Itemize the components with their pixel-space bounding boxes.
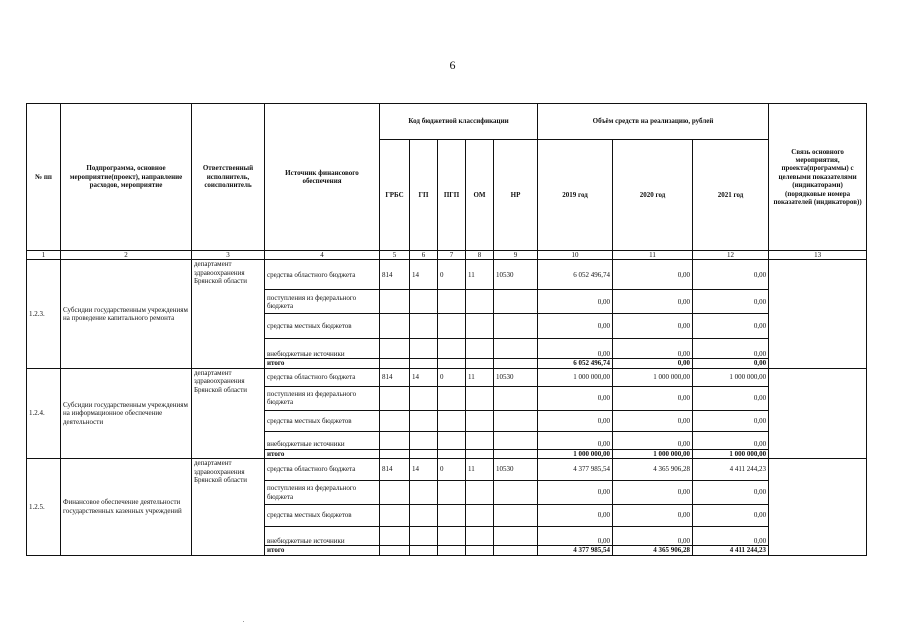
source-cell: внебюджетные источники <box>265 339 380 359</box>
om-cell <box>466 386 494 410</box>
header-year: 2021 год <box>693 140 769 251</box>
gp-cell: 14 <box>410 260 438 290</box>
amount-2021: 1 000 000,00 <box>693 368 769 386</box>
gp-cell <box>410 546 438 555</box>
amount-2021: 0,00 <box>693 339 769 359</box>
amount-2020: 0,00 <box>613 505 693 527</box>
grbs-cell <box>380 410 410 431</box>
pgp-cell <box>438 339 466 359</box>
amount-2020: 0,00 <box>613 314 693 339</box>
grbs-cell: 814 <box>380 260 410 290</box>
pgp-cell <box>438 314 466 339</box>
total-2020: 0,00 <box>613 359 693 368</box>
gp-cell <box>410 359 438 368</box>
amount-2020: 1 000 000,00 <box>613 368 693 386</box>
gp-cell <box>410 410 438 431</box>
grbs-cell <box>380 431 410 449</box>
source-cell: средства областного бюджета <box>265 368 380 386</box>
header-volume-group: Объём средств на реализацию, рублей <box>538 104 769 140</box>
amount-2020: 0,00 <box>613 290 693 314</box>
nr-cell <box>494 386 538 410</box>
om-cell <box>466 546 494 555</box>
om-cell <box>466 339 494 359</box>
amount-2021: 0,00 <box>693 527 769 546</box>
amount-2019: 6 052 496,74 <box>538 260 613 290</box>
block-number: 1.2.5. <box>27 459 61 555</box>
amount-2021: 0,00 <box>693 481 769 505</box>
amount-2020: 0,00 <box>613 431 693 449</box>
nr-cell <box>494 410 538 431</box>
column-number: 13 <box>769 251 867 260</box>
grbs-cell <box>380 546 410 555</box>
source-cell: средства местных бюджетов <box>265 505 380 527</box>
grbs-cell <box>380 449 410 458</box>
gp-cell <box>410 339 438 359</box>
link-cell <box>769 260 867 368</box>
amount-2019: 0,00 <box>538 481 613 505</box>
gp-cell <box>410 431 438 449</box>
nr-cell <box>494 359 538 368</box>
header-link: Связь основного мероприятия, проекта(программы) с целевыми показателями (индикаторами) (порядковые номера показателей (индикаторов)) <box>769 104 867 251</box>
pgp-cell <box>438 386 466 410</box>
om-cell <box>466 505 494 527</box>
amount-2020: 0,00 <box>613 410 693 431</box>
total-2021: 1 000 000,00 <box>693 449 769 458</box>
amount-2021: 0,00 <box>693 431 769 449</box>
source-cell: средства областного бюджета <box>265 459 380 481</box>
source-cell: средства местных бюджетов <box>265 410 380 431</box>
source-cell: внебюджетные источники <box>265 527 380 546</box>
amount-2019: 4 377 985,54 <box>538 459 613 481</box>
program-block <box>27 260 867 368</box>
om-cell <box>466 481 494 505</box>
nr-cell: 10530 <box>494 459 538 481</box>
source-cell: внебюджетные источники <box>265 431 380 449</box>
column-number: 12 <box>693 251 769 260</box>
amount-2021: 0,00 <box>693 505 769 527</box>
grbs-cell <box>380 505 410 527</box>
total-2019: 6 052 496,74 <box>538 359 613 368</box>
total-2019: 1 000 000,00 <box>538 449 613 458</box>
gp-cell <box>410 505 438 527</box>
amount-2020: 4 365 906,28 <box>613 459 693 481</box>
gp-cell: 14 <box>410 459 438 481</box>
block-executor: департамент здравоохранения Брянской области <box>192 459 265 555</box>
nr-cell: 10530 <box>494 368 538 386</box>
gp-cell: 14 <box>410 368 438 386</box>
total-2021: 0,00 <box>693 359 769 368</box>
amount-2019: 0,00 <box>538 290 613 314</box>
grbs-cell <box>380 339 410 359</box>
total-label: итого <box>265 449 380 458</box>
column-number: 1 <box>27 251 61 260</box>
grbs-cell: 814 <box>380 459 410 481</box>
column-number: 3 <box>192 251 265 260</box>
gp-cell <box>410 481 438 505</box>
pgp-cell <box>438 290 466 314</box>
amount-2021: 0,00 <box>693 410 769 431</box>
amount-2021: 0,00 <box>693 386 769 410</box>
block-name: Субсидии государственным учреждениям на проведение капитального ремонта <box>61 260 192 368</box>
grbs-cell: 814 <box>380 368 410 386</box>
pgp-cell <box>438 449 466 458</box>
amount-2019: 0,00 <box>538 527 613 546</box>
pgp-cell <box>438 546 466 555</box>
block-number: 1.2.4. <box>27 368 61 458</box>
column-number: 4 <box>265 251 380 260</box>
pgp-cell <box>438 505 466 527</box>
amount-2019: 0,00 <box>538 386 613 410</box>
gp-cell <box>410 386 438 410</box>
total-2019: 4 377 985,54 <box>538 546 613 555</box>
om-cell <box>466 290 494 314</box>
page-number: 6 <box>449 58 456 72</box>
nr-cell <box>494 481 538 505</box>
grbs-cell <box>380 359 410 368</box>
om-cell <box>466 449 494 458</box>
nr-cell <box>494 314 538 339</box>
amount-2020: 0,00 <box>613 481 693 505</box>
nr-cell <box>494 431 538 449</box>
amount-2021: 0,00 <box>693 314 769 339</box>
column-number: 9 <box>494 251 538 260</box>
link-cell <box>769 459 867 555</box>
grbs-cell <box>380 527 410 546</box>
column-number: 11 <box>613 251 693 260</box>
nr-cell <box>494 505 538 527</box>
header-code: ГРБС <box>380 140 410 251</box>
amount-2019: 0,00 <box>538 410 613 431</box>
source-cell: поступления из федерального бюджета <box>265 481 380 505</box>
block-executor: департамент здравоохранения Брянской области <box>192 368 265 458</box>
block-name: Финансовое обеспечение деятельности государственных казенных учреждений <box>61 459 192 555</box>
grbs-cell <box>380 386 410 410</box>
amount-2019: 1 000 000,00 <box>538 368 613 386</box>
om-cell <box>466 359 494 368</box>
total-2021: 4 411 244,23 <box>693 546 769 555</box>
pgp-cell: 0 <box>438 260 466 290</box>
column-number: 8 <box>466 251 494 260</box>
gp-cell <box>410 290 438 314</box>
pgp-cell <box>438 527 466 546</box>
header-code: НР <box>494 140 538 251</box>
amount-2020: 0,00 <box>613 527 693 546</box>
column-number: 6 <box>410 251 438 260</box>
scan-speck <box>243 621 244 622</box>
header-year: 2019 год <box>538 140 613 251</box>
amount-2021: 0,00 <box>693 290 769 314</box>
header-program: Подпрограмма, основное мероприятие(проект), направление расходов, мероприятие <box>61 104 192 251</box>
pgp-cell <box>438 481 466 505</box>
amount-2020: 0,00 <box>613 339 693 359</box>
nr-cell <box>494 449 538 458</box>
amount-2021: 4 411 244,23 <box>693 459 769 481</box>
source-cell: поступления из федерального бюджета <box>265 386 380 410</box>
source-cell: средства местных бюджетов <box>265 314 380 339</box>
total-label: итого <box>265 546 380 555</box>
nr-cell: 10530 <box>494 260 538 290</box>
column-number: 10 <box>538 251 613 260</box>
amount-2019: 0,00 <box>538 314 613 339</box>
budget-table <box>26 103 867 556</box>
pgp-cell: 0 <box>438 368 466 386</box>
gp-cell <box>410 449 438 458</box>
program-block <box>27 368 867 458</box>
amount-2020: 0,00 <box>613 386 693 410</box>
source-cell: поступления из федерального бюджета <box>265 290 380 314</box>
total-2020: 1 000 000,00 <box>613 449 693 458</box>
pgp-cell: 0 <box>438 459 466 481</box>
gp-cell <box>410 314 438 339</box>
column-number: 2 <box>61 251 192 260</box>
header-code-group: Код бюджетной классификации <box>380 104 538 140</box>
grbs-cell <box>380 314 410 339</box>
nr-cell <box>494 527 538 546</box>
gp-cell <box>410 527 438 546</box>
source-cell: средства областного бюджета <box>265 260 380 290</box>
header-code: ГП <box>410 140 438 251</box>
pgp-cell <box>438 431 466 449</box>
block-executor: департамент здравоохранения Брянской области <box>192 260 265 368</box>
om-cell: 11 <box>466 260 494 290</box>
om-cell <box>466 314 494 339</box>
total-2020: 4 365 906,28 <box>613 546 693 555</box>
nr-cell <box>494 339 538 359</box>
program-block <box>27 459 867 555</box>
amount-2020: 0,00 <box>613 260 693 290</box>
om-cell <box>466 410 494 431</box>
grbs-cell <box>380 290 410 314</box>
total-label: итого <box>265 359 380 368</box>
column-number: 7 <box>438 251 466 260</box>
nr-cell <box>494 290 538 314</box>
block-number: 1.2.3. <box>27 260 61 368</box>
om-cell: 11 <box>466 368 494 386</box>
amount-2019: 0,00 <box>538 339 613 359</box>
header-num: № пп <box>27 104 61 251</box>
header-code: ОМ <box>466 140 494 251</box>
pgp-cell <box>438 359 466 368</box>
header-source: Источник финансового обеспечения <box>265 104 380 251</box>
pgp-cell <box>438 410 466 431</box>
header-executor: Ответственный исполнитель, соисполнитель <box>192 104 265 251</box>
amount-2019: 0,00 <box>538 505 613 527</box>
header-code: ПГП <box>438 140 466 251</box>
nr-cell <box>494 546 538 555</box>
amount-2021: 0,00 <box>693 260 769 290</box>
block-name: Субсидии государственным учреждениям на информационное обеспечение деятельности <box>61 368 192 458</box>
om-cell <box>466 527 494 546</box>
grbs-cell <box>380 481 410 505</box>
link-cell <box>769 368 867 458</box>
header-year: 2020 год <box>613 140 693 251</box>
om-cell: 11 <box>466 459 494 481</box>
column-number: 5 <box>380 251 410 260</box>
om-cell <box>466 431 494 449</box>
amount-2019: 0,00 <box>538 431 613 449</box>
